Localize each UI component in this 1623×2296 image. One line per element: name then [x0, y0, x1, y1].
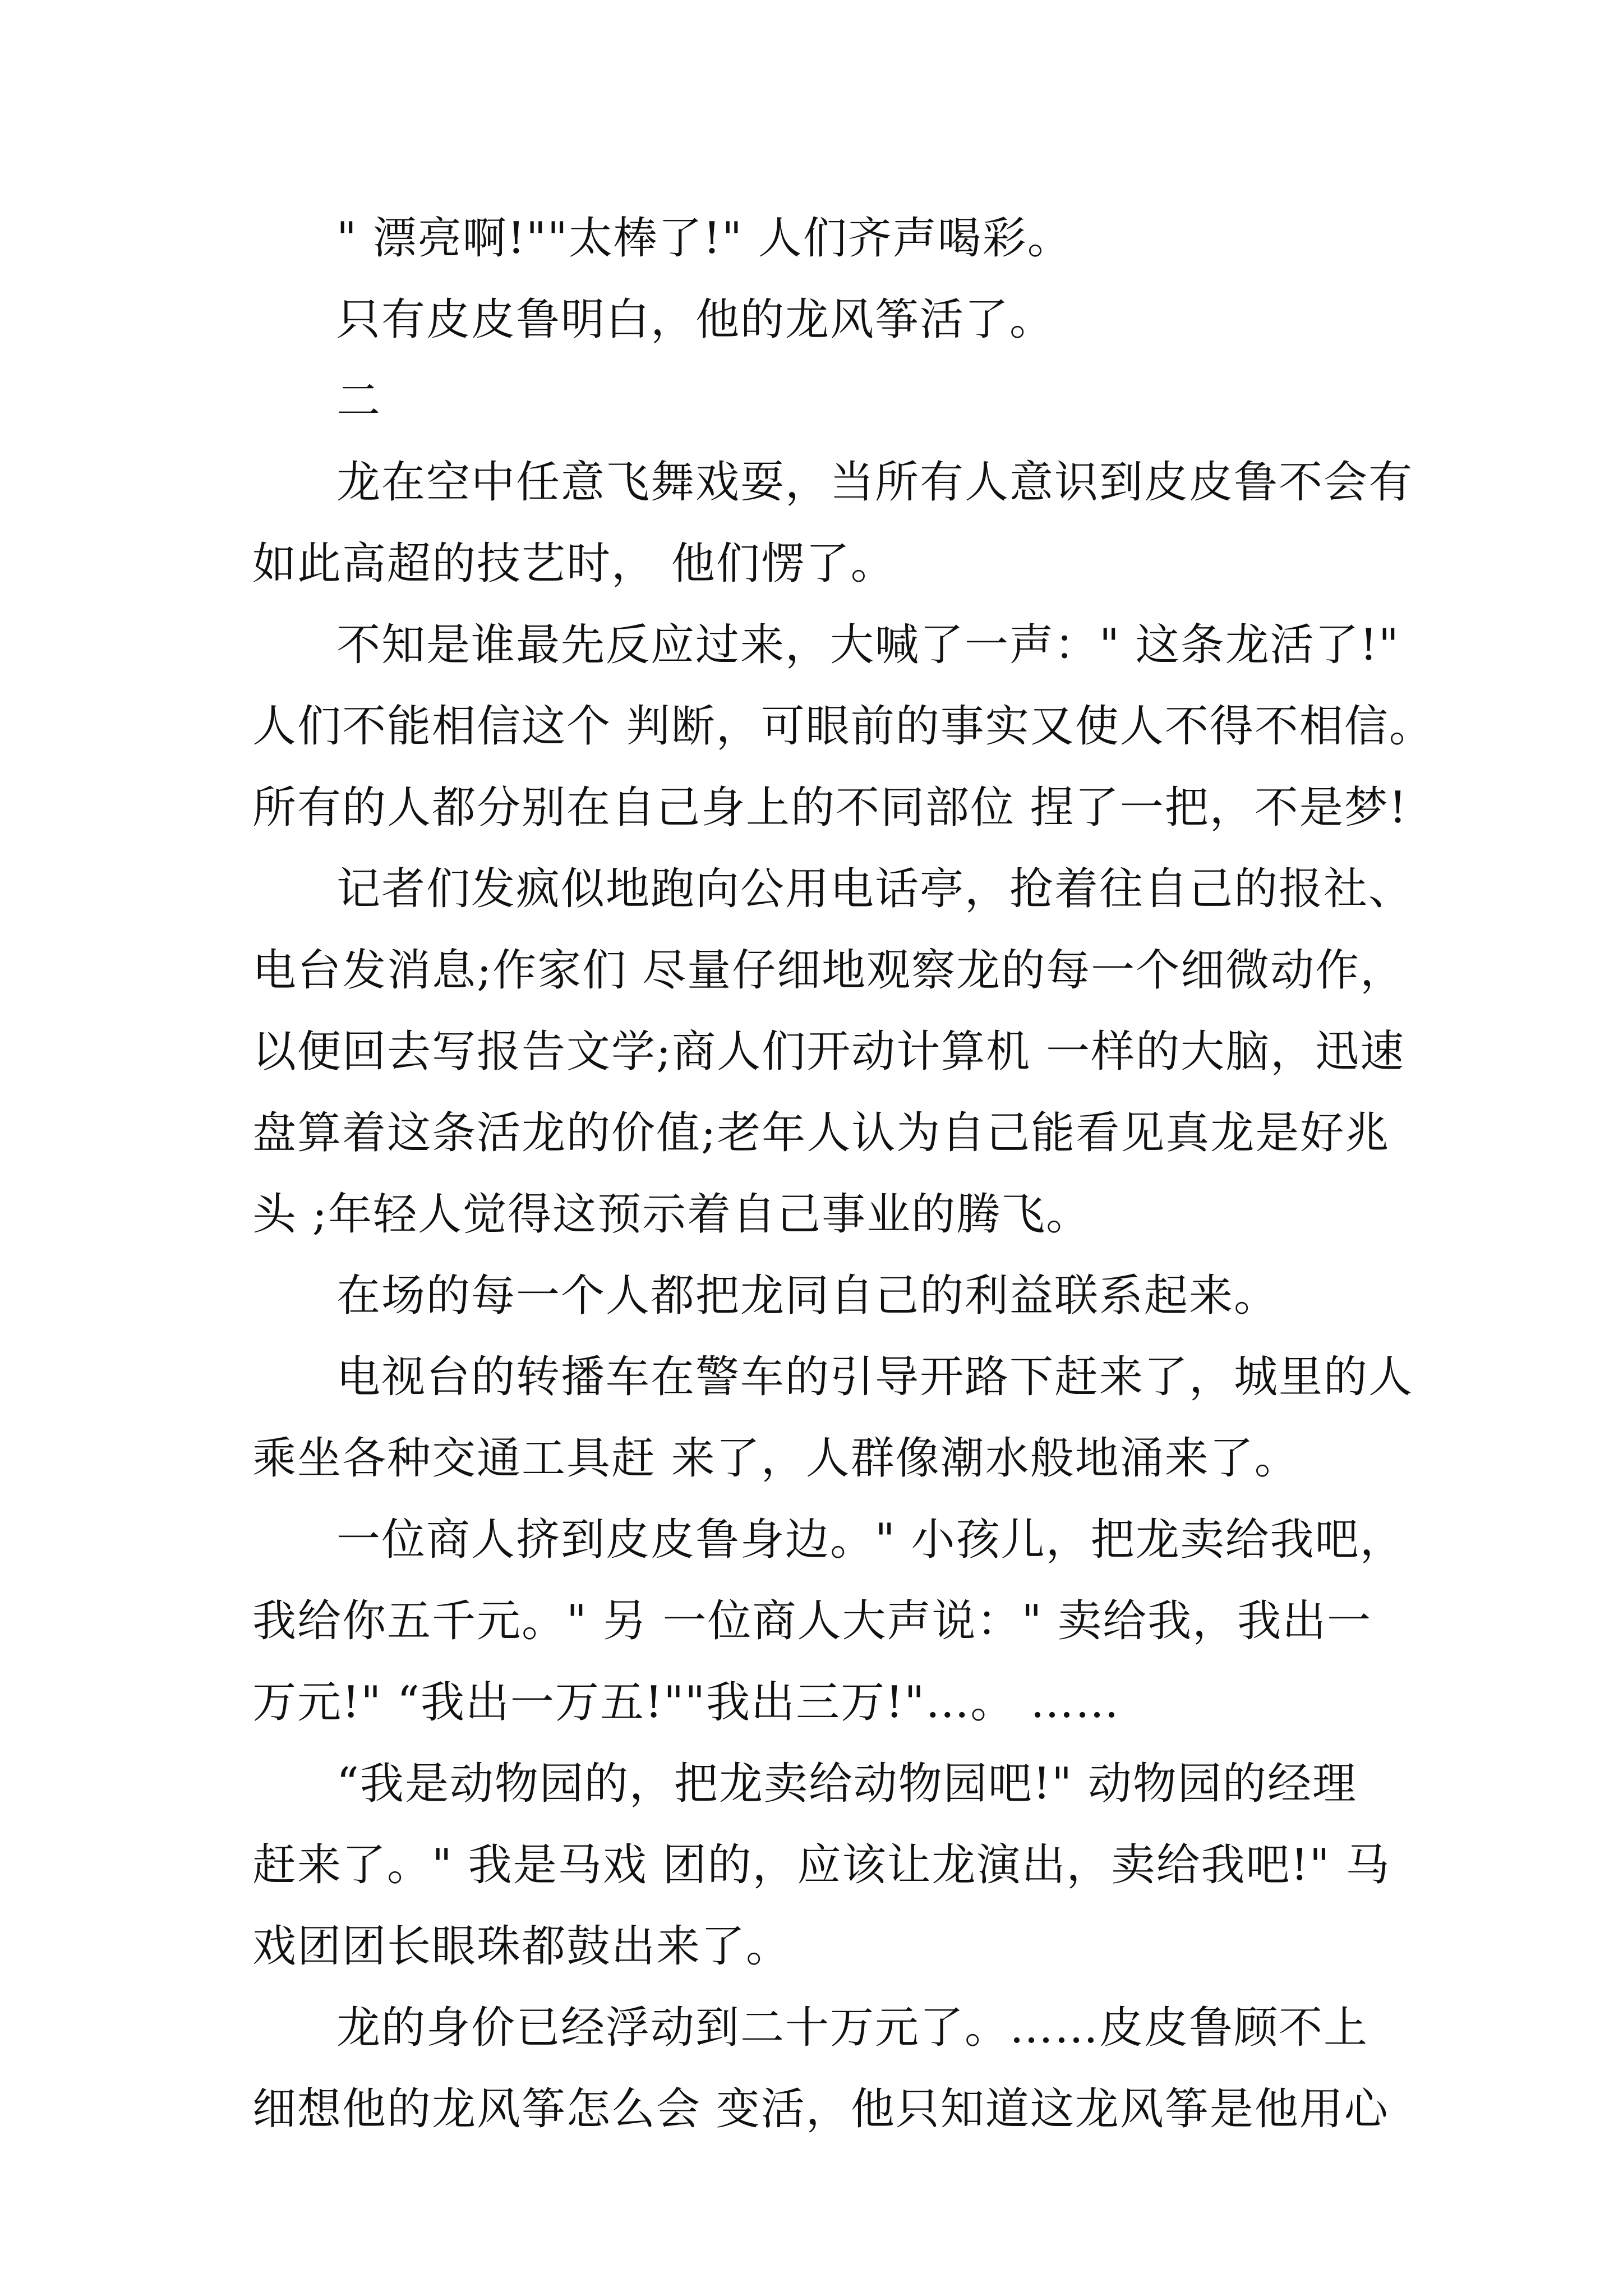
text-line: " 漂亮啊!""太棒了!" 人们齐声喝彩。 [336, 213, 1072, 264]
text-line: 电视台的转播车在警车的引导开路下赶来了，城里的人 [336, 1352, 1414, 1402]
text-line: 戏团团长眼珠都鼓出来了。 [252, 1921, 791, 1972]
text-line: 细想他的龙风筝怎么会 变活，他只知道这龙风筝是他用心 [252, 2084, 1389, 2134]
text-line: 以便回去写报告文学;商人们开动计算机 一样的大脑，迅速 [252, 1027, 1405, 1077]
text-line: 在场的每一个人都把龙同自己的利益联系起来。 [336, 1271, 1279, 1321]
text-line: 龙的身价已经浮动到二十万元了。……皮皮鲁顾不上 [336, 2003, 1369, 2053]
text-line: 我给你五千元。" 另 一位商人大声说：" 卖给我，我出一 [252, 1596, 1372, 1646]
text-line: 赶来了。" 我是马戏 团的，应该让龙演出，卖给我吧!" 马 [252, 1840, 1391, 1890]
text-line: “我是动物园的，把龙卖给动物园吧!" 动物园的经理 [336, 1759, 1357, 1809]
text-line: 如此高超的技艺时， 他们愣了。 [252, 539, 896, 589]
text-line: 龙在空中任意飞舞戏耍，当所有人意识到皮皮鲁不会有 [336, 457, 1414, 508]
text-line: 只有皮皮鲁明白，他的龙风筝活了。 [336, 295, 1055, 345]
text-line: 电台发消息;作家们 尽量仔细地观察龙的每一个细微动作， [252, 945, 1405, 996]
text-line: 万元!" “我出一万五!""我出三万!"…。 …… [252, 1677, 1121, 1728]
text-line: 人们不能相信这个 判断，可眼前的事实又使人不得不相信。 [252, 701, 1434, 752]
text-line: 二 [336, 376, 382, 426]
text-line: 所有的人都分别在自己身上的不同部位 捏了一把，不是梦! [252, 783, 1408, 833]
text-line: 乘坐各种交通工具赶 来了，人群像潮水般地涌来了。 [252, 1433, 1299, 1484]
text-line: 一位商人挤到皮皮鲁身边。" 小孩儿，把龙卖给我吧， [336, 1515, 1405, 1565]
text-line: 头 ;年轻人觉得这预示着自己事业的腾飞。 [252, 1189, 1091, 1240]
text-line: 不知是谁最先反应过来，大喊了一声：" 这条龙活了!" [336, 620, 1400, 670]
text-line: 记者们发疯似地跑向公用电话亭，抢着往自己的报社、 [336, 864, 1414, 914]
text-line: 盘算着这条活龙的价值;老年人认为自己能看见真龙是好兆 [252, 1108, 1390, 1158]
